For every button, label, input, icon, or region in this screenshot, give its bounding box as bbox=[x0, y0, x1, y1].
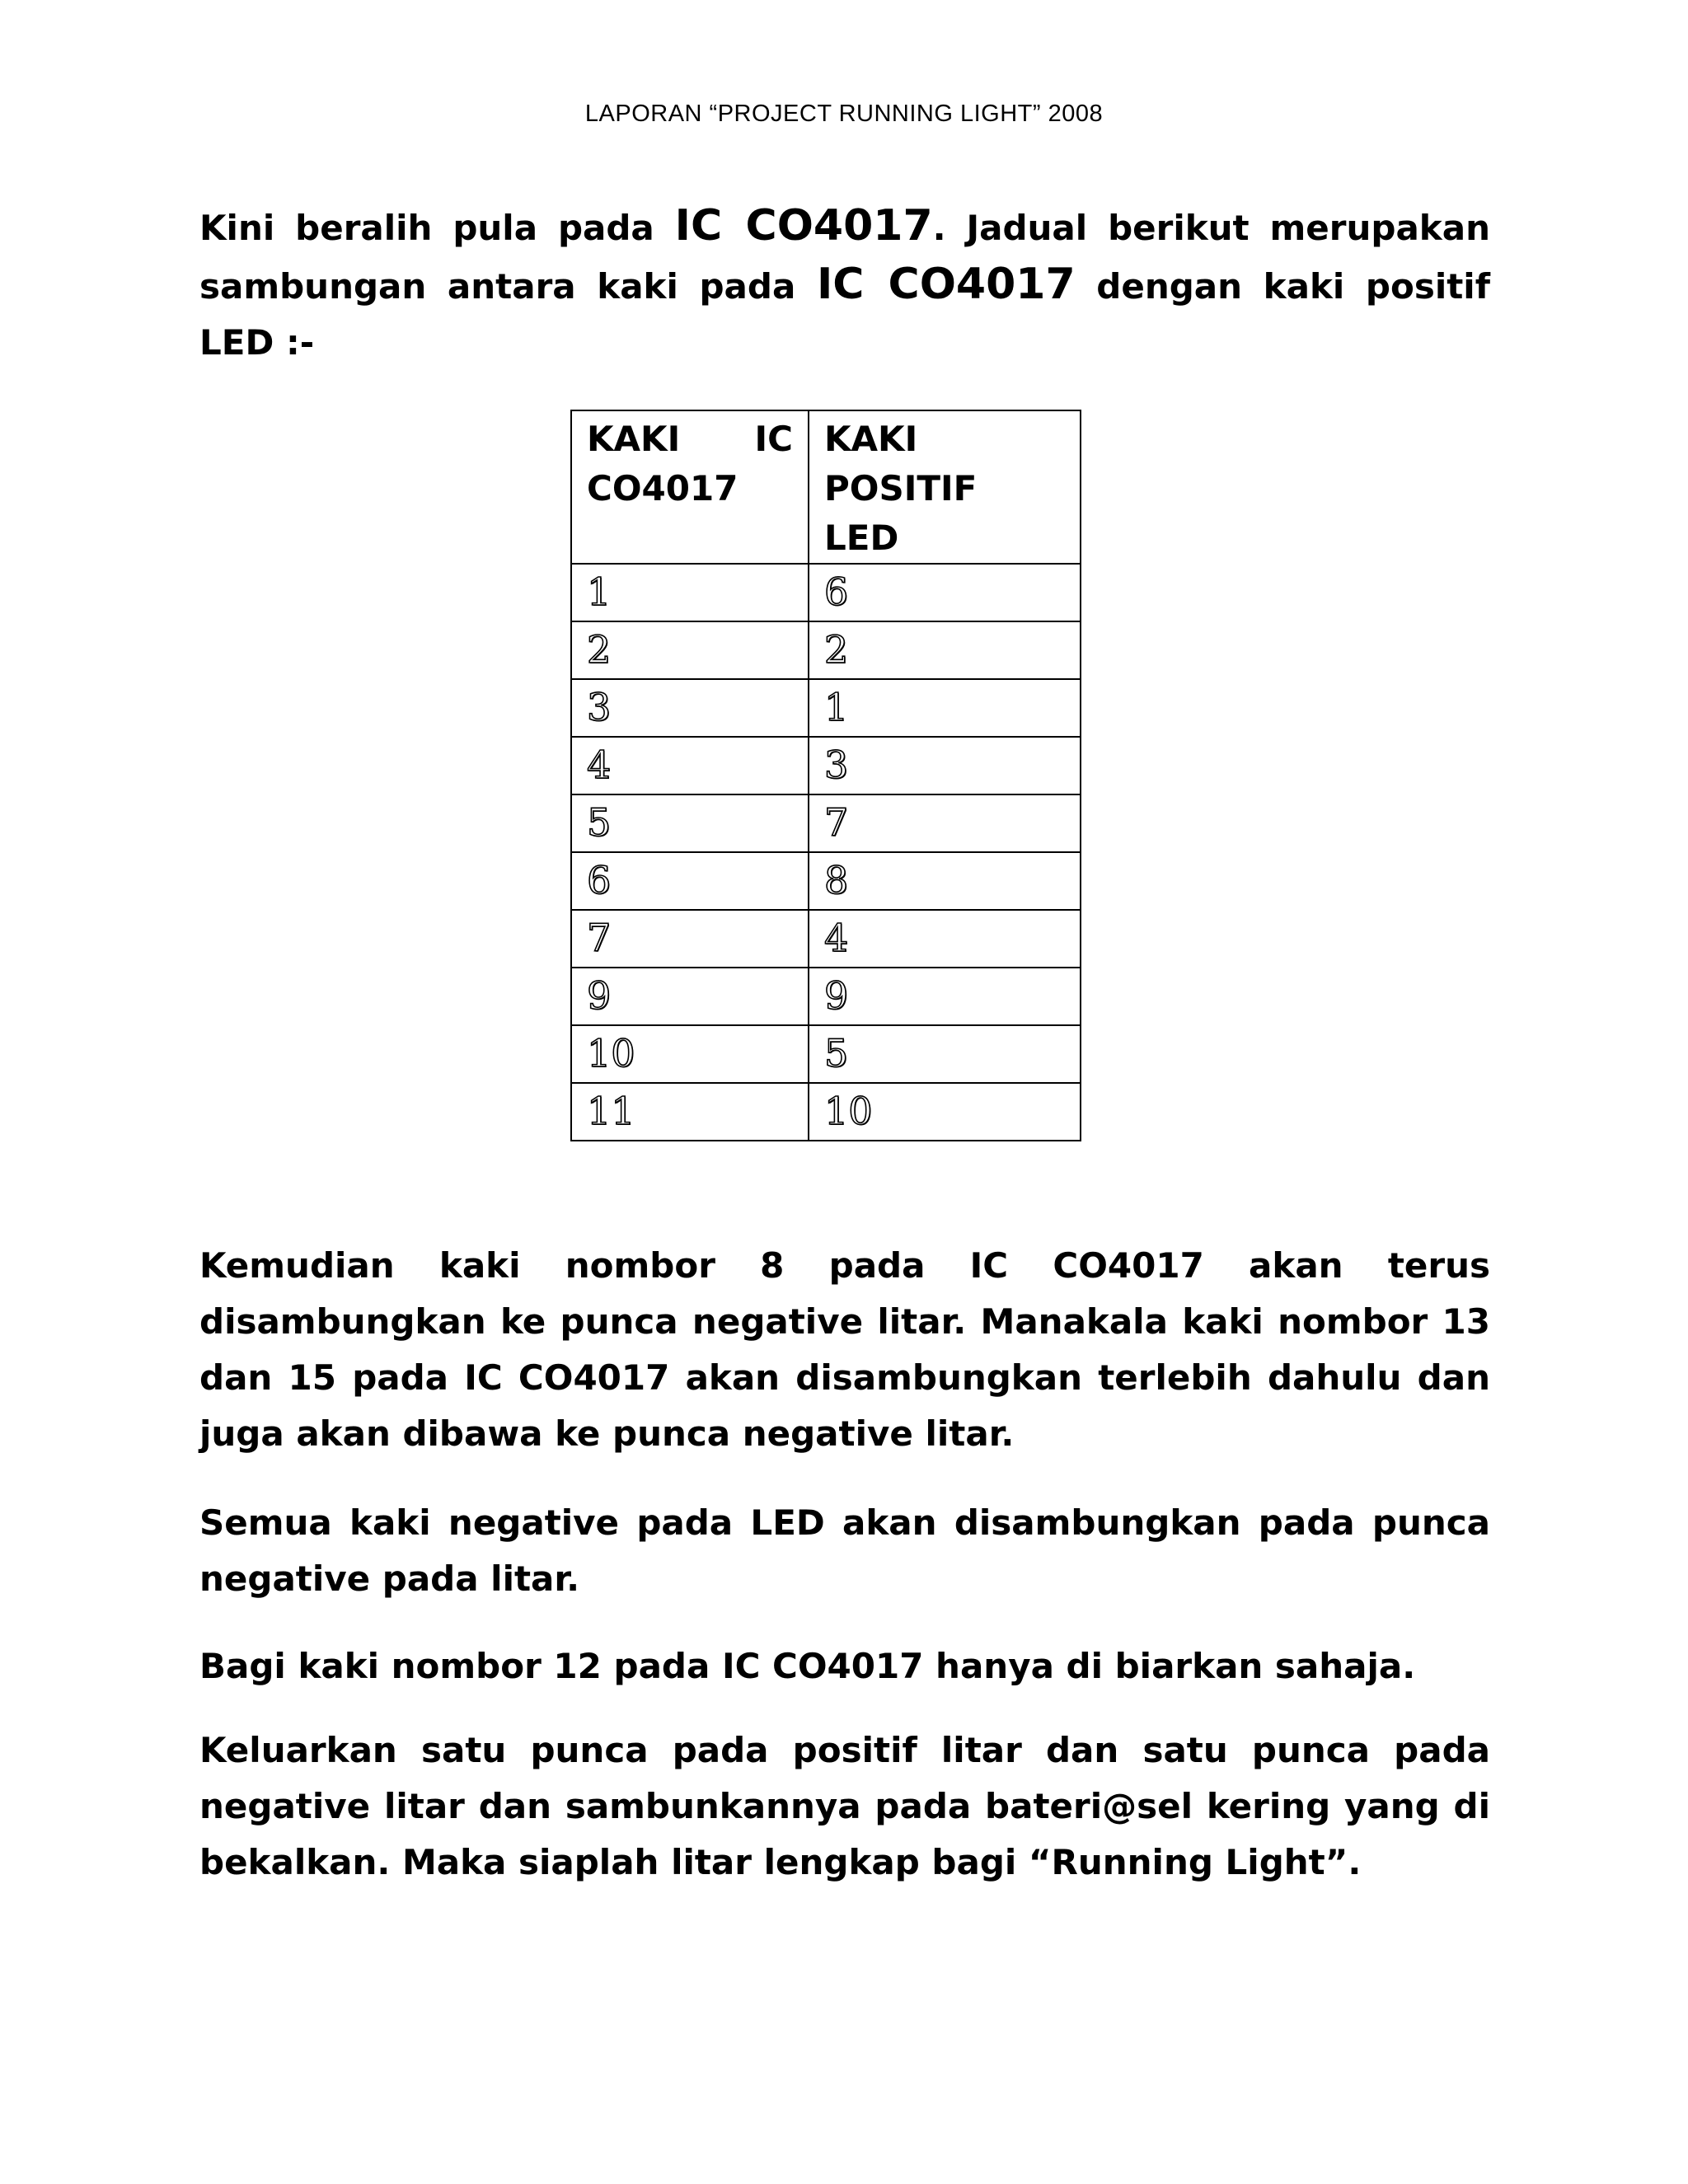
intro-text-2: . Jadual berikut merupakan sambungan antara kaki pada bbox=[199, 208, 1490, 307]
led-pin-cell: 5 bbox=[809, 1025, 1081, 1083]
paragraph-battery: Keluarkan satu punca pada positif litar dan satu punca pada negative litar dan sambunkannya pada bateri@sel kering yang di bekalkan. Maka siaplah litar lengkap bagi “Running Light”. bbox=[199, 1730, 1490, 1882]
paragraph-led-negative: Semua kaki negative pada LED akan disambungkan pada punca negative pada litar. bbox=[199, 1502, 1490, 1599]
ic-pin-cell: 5 bbox=[571, 794, 809, 852]
header-ic-pin bbox=[571, 410, 809, 564]
ic-pin-cell: 1 bbox=[571, 564, 809, 621]
led-pin-cell: 6 bbox=[809, 564, 1081, 621]
led-pin-cell: 4 bbox=[809, 910, 1081, 968]
ic-pin-cell: 7 bbox=[571, 910, 809, 968]
led-pin-cell: 3 bbox=[809, 737, 1081, 794]
header-led-pin-line-3: LED bbox=[824, 518, 899, 558]
table-row bbox=[571, 794, 1081, 852]
table-row bbox=[571, 968, 1081, 1025]
table-header-row bbox=[571, 410, 1081, 564]
led-pin-cell: 1 bbox=[809, 679, 1081, 737]
intro-text-1: Kini beralih pula pada bbox=[199, 208, 675, 248]
table-row bbox=[571, 1025, 1081, 1083]
header-led-pin bbox=[809, 410, 1081, 564]
header-word: IC bbox=[754, 419, 793, 459]
ic-pin-cell: 10 bbox=[571, 1025, 809, 1083]
intro-ic-name-1: IC CO4017 bbox=[674, 201, 933, 251]
pin-connection-table bbox=[570, 410, 1081, 1141]
table-row bbox=[571, 852, 1081, 910]
led-pin-cell: 8 bbox=[809, 852, 1081, 910]
led-pin-cell: 7 bbox=[809, 794, 1081, 852]
ic-pin-cell: 9 bbox=[571, 968, 809, 1025]
intro-text-3: dengan kaki positif LED :- bbox=[199, 266, 1490, 363]
header-word: KAKI bbox=[587, 419, 681, 459]
table-row bbox=[571, 1083, 1081, 1141]
ic-pin-cell: 3 bbox=[571, 679, 809, 737]
page-header: LAPORAN “PROJECT RUNNING LIGHT” 2008 bbox=[584, 101, 1104, 127]
led-pin-cell: 2 bbox=[809, 621, 1081, 679]
ic-pin-cell: 11 bbox=[571, 1083, 809, 1141]
table-row bbox=[571, 621, 1081, 679]
header-led-pin-line-2: POSITIF bbox=[824, 468, 978, 509]
header-led-pin-line-1: KAKI bbox=[824, 419, 918, 459]
intro-paragraph bbox=[199, 198, 1490, 371]
ic-pin-cell: 2 bbox=[571, 621, 809, 679]
ic-pin-cell: 6 bbox=[571, 852, 809, 910]
header-ic-pin-line-1 bbox=[587, 415, 793, 464]
table-row bbox=[571, 910, 1081, 968]
paragraph-pin-12: Bagi kaki nombor 12 pada IC CO4017 hanya di biarkan sahaja. bbox=[199, 1646, 1416, 1686]
header-ic-pin-line-2: CO4017 bbox=[587, 468, 738, 509]
ic-pin-cell: 4 bbox=[571, 737, 809, 794]
intro-ic-name-2: IC CO4017 bbox=[816, 260, 1076, 309]
led-pin-cell: 9 bbox=[809, 968, 1081, 1025]
table-row bbox=[571, 679, 1081, 737]
table-row bbox=[571, 737, 1081, 794]
paragraph-negative-connection: Kemudian kaki nombor 8 pada IC CO4017 akan terus disambungkan ke punca negative litar. Manakala kaki nombor 13 dan 15 pada IC CO4017 akan disambungkan terlebih dahulu dan juga akan dibawa ke punca negative litar. bbox=[199, 1245, 1490, 1454]
led-pin-cell: 10 bbox=[809, 1083, 1081, 1141]
table-row bbox=[571, 564, 1081, 621]
